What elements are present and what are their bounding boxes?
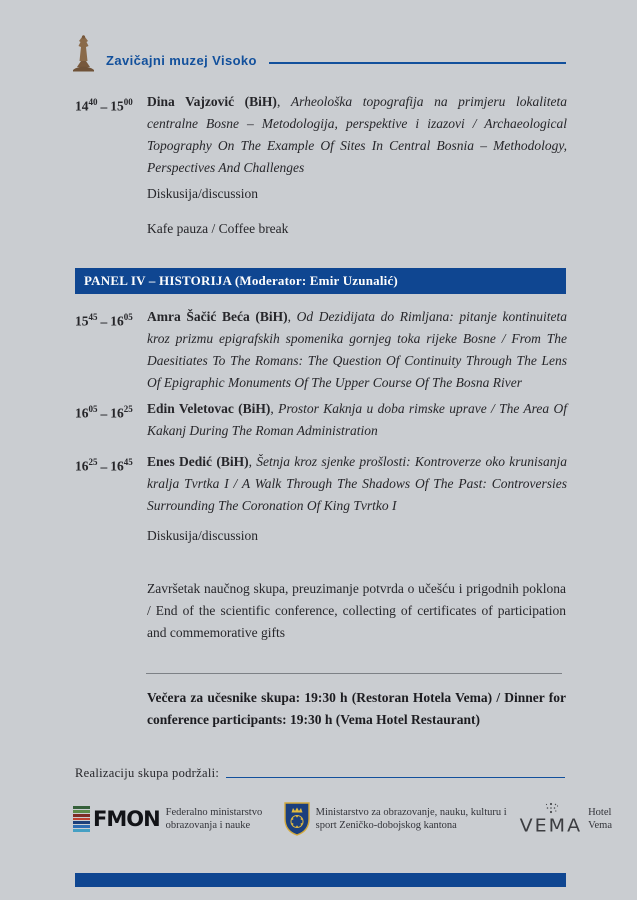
entry-time: $14^{40} - 15^{00}$ (75, 97, 133, 114)
schedule-entry (75, 451, 567, 517)
discussion-note: Diskusija/discussion (147, 528, 259, 543)
zdk-coat-of-arms-icon (284, 802, 310, 836)
zdk-name: Ministarstvo za obrazovanje, nauku, kulturu i sport Zeničko-dobojskog kantona (315, 807, 507, 831)
panel-header (75, 268, 566, 294)
entry-time: $16^{25} - 16^{45}$ (75, 457, 133, 474)
name-title-separator: , (248, 454, 257, 469)
entry-title: Prostor Kaknja u doba rimske uprave / The Area Of Kakanj During The Roman Administration (147, 401, 567, 438)
entry-body (147, 398, 567, 442)
header (70, 34, 566, 72)
discussion-note: Diskusija/discussion (147, 186, 259, 201)
entry-body (147, 306, 567, 394)
zdk-ministry-logo (284, 802, 520, 836)
closing-note: Završetak naučnog skupa, preuzimanje potvrda o učešću i prigodnih poklona / End of the scientific conference, collecting of certificates of participation and commemorative gifts (147, 581, 566, 640)
coffee-break-note: Kafe pauza / Coffee break (147, 221, 289, 236)
entry-speaker: Enes Dedić (BiH) (147, 454, 249, 469)
dinner-note: Večera za učesnike skupa: 19:30 h (Restoran Hotela Vema) / Dinner for conference participants: 19:30 h (Vema Hotel Restaurant) (147, 690, 566, 727)
dinner-divider (146, 673, 562, 674)
vema-wordmark: VEMA (519, 815, 583, 837)
entry-title: Arheološka topografija na primjeru lokaliteta centralne Bosne – Metodologija, perspektive i izazovi / Archaeological Topography On The Example Of Sites In Central Bosnia – Methodology, Perspectives And Challenges (147, 94, 567, 175)
schedule-entry (75, 91, 567, 179)
fmon-logo (73, 806, 284, 832)
museum-tower-icon (70, 34, 97, 72)
entry-speaker: Edin Veletovac (BiH) (147, 401, 271, 416)
museum-name: Zavičajni muzej Visoko (106, 53, 257, 68)
entry-title: Od Dezidijata do Rimljana: pitanje kontinuiteta kroz prizmu epigrafskih spomenika gornjeg toka rijeke Bosne / From The Daesitiates To The Romans: The Question Of Continuity Through The Lens Of Epigraphic Monuments Of The Upper Course Of The Bosna River (147, 309, 567, 390)
name-title-separator: , (287, 309, 297, 324)
schedule-entry (75, 306, 567, 394)
sponsors-header (75, 766, 565, 781)
name-title-separator: , (276, 94, 291, 109)
fmon-name: Federalno ministarstvo obrazovanja i nauke (165, 807, 263, 831)
sponsors-label: Realizaciju skupa podržali: (75, 766, 220, 780)
sponsors-rule (226, 777, 565, 779)
entry-time: $15^{45} - 16^{05}$ (75, 312, 133, 329)
entry-time: $16^{05} - 16^{25}$ (75, 404, 133, 421)
fmon-wordmark: FMON (93, 807, 160, 831)
entry-title: Šetnja kroz sjenke prošlosti: Kontroverze oko krunisanja kralja Tvrtka I / A Walk Through The Shadows Of The Past: Controversies Surrounding The Coronation Of King Tvrtko I (147, 454, 567, 513)
sponsors-logos-row (73, 792, 612, 846)
entry-body (147, 91, 567, 179)
vema-logo (520, 802, 624, 836)
vema-mark-icon (542, 802, 560, 817)
entry-body (147, 451, 567, 517)
fmon-stripes-icon (73, 806, 90, 832)
header-rule (269, 62, 566, 64)
panel-title: PANEL IV – HISTORIJA (Moderator: Emir Uzunalić) (84, 273, 398, 288)
entry-speaker: Amra Šačić Beća (BiH) (147, 309, 288, 324)
schedule-entry (75, 398, 567, 442)
entry-speaker: Dina Vajzović (BiH) (147, 94, 277, 109)
bottom-bar (75, 873, 566, 887)
vema-name: Hotel Vema (588, 806, 612, 831)
name-title-separator: , (270, 401, 279, 416)
